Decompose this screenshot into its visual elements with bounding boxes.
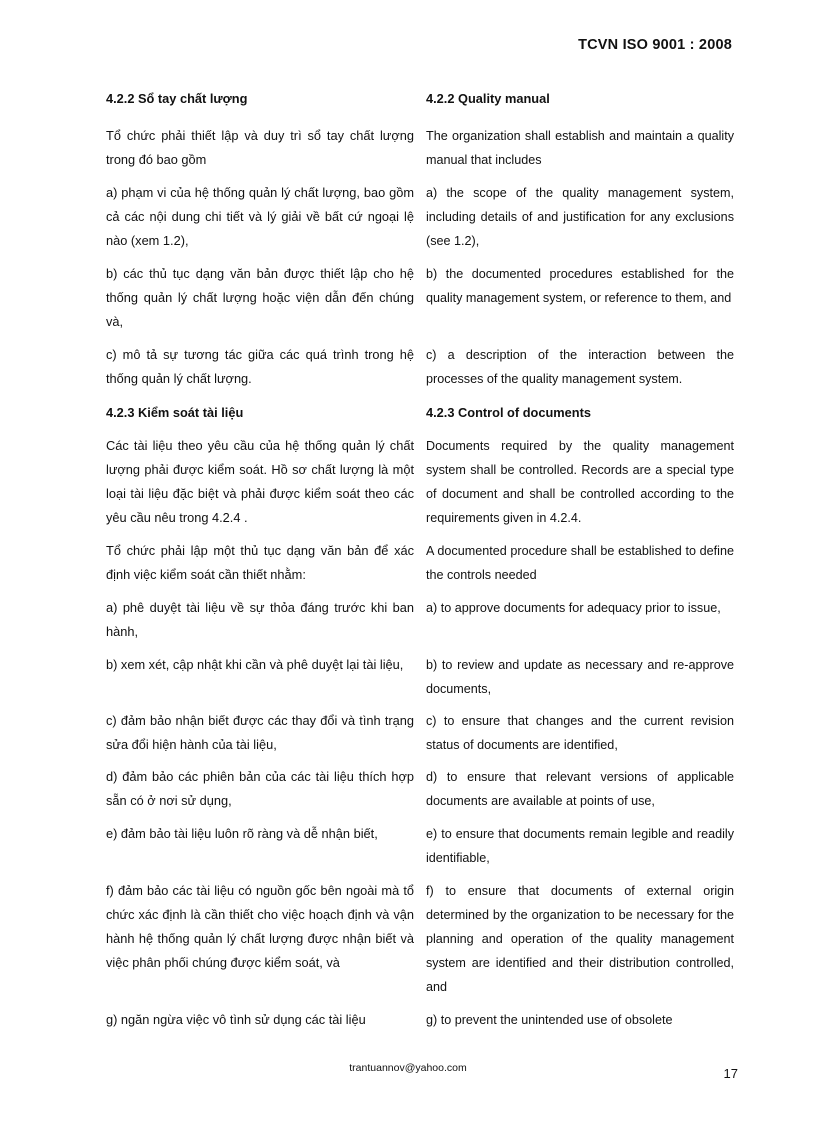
paragraph-row xyxy=(106,765,734,822)
paragraph-row xyxy=(106,434,734,539)
vn-paragraph: e) đảm bảo tài liệu luôn rõ ràng và dễ nhận biết, xyxy=(106,826,378,841)
en-paragraph: a) to approve documents for adequacy prior to issue, xyxy=(426,601,721,615)
vn-paragraph: c) mô tả sự tương tác giữa các quá trình trong hệ thống quản lý chất lượng. xyxy=(106,347,414,386)
paragraph-row xyxy=(106,181,734,262)
footer-email: trantuannov@yahoo.com xyxy=(349,1062,467,1074)
vn-paragraph: c) đảm bảo nhận biết được các thay đổi và tình trạng sửa đổi hiện hành của tài liệu, xyxy=(106,713,414,752)
en-paragraph: The organization shall establish and maintain a quality manual that includes xyxy=(426,129,734,167)
paragraph-row xyxy=(106,539,734,596)
en-section-heading: 4.2.2 Quality manual xyxy=(426,91,550,106)
vn-paragraph: g) ngăn ngừa việc vô tình sử dụng các tài liệu xyxy=(106,1012,366,1027)
en-paragraph: e) to ensure that documents remain legible and readily identifiable, xyxy=(426,827,734,865)
vn-paragraph: Tổ chức phải thiết lập và duy trì sổ tay chất lượng trong đó bao gồm xyxy=(106,128,414,167)
paragraph-row xyxy=(106,653,734,709)
en-paragraph: b) the documented procedures established for the quality management system, or reference to them, and xyxy=(426,267,734,305)
en-paragraph: f) to ensure that documents of external origin determined by the organization to be necessary for the planning and operation of the quality management system are identified and their distribution controlled, and xyxy=(426,884,734,994)
vn-section-heading: 4.2.3 Kiểm soát tài liệu xyxy=(106,405,244,420)
vn-paragraph: d) đảm bảo các phiên bản của các tài liệu thích hợp sẵn có ở nơi sử dụng, xyxy=(106,769,414,808)
en-paragraph: c) a description of the interaction between the processes of the quality management system. xyxy=(426,348,734,386)
paragraph-row xyxy=(106,343,734,401)
section-heading-row xyxy=(106,401,734,434)
en-section-heading: 4.2.3 Control of documents xyxy=(426,405,591,420)
page-number: 17 xyxy=(723,1066,738,1081)
en-paragraph: d) to ensure that relevant versions of applicable documents are available at points of use, xyxy=(426,770,734,808)
paragraph-row xyxy=(106,1008,734,1034)
en-paragraph: a) the scope of the quality management system, including details of and justification for any exclusions (see 1.2), xyxy=(426,186,734,248)
paragraph-row xyxy=(106,879,734,1008)
vn-paragraph: Các tài liệu theo yêu cầu của hệ thống quản lý chất lượng phải được kiểm soát. Hồ sơ chất lượng là một loại tài liệu đặc biệt và phải được kiểm soát theo các yêu cầu nêu trong 4.2.4 . xyxy=(106,438,414,525)
bilingual-content xyxy=(106,87,734,1034)
vn-paragraph: a) phạm vi của hệ thống quản lý chất lượng, bao gồm cả các nội dung chi tiết và lý giải về bất cứ ngoại lệ nào (xem 1.2), xyxy=(106,185,414,248)
vn-paragraph: f) đảm bảo các tài liệu có nguồn gốc bên ngoài mà tổ chức xác định là cần thiết cho việc hoạch định và vận hành hệ thống quản lý chất lượng được nhận biết và việc phân phối chúng được kiểm soát, và xyxy=(106,883,414,970)
paragraph-row xyxy=(106,262,734,343)
paragraph-row xyxy=(106,124,734,181)
paragraph-row xyxy=(106,596,734,653)
section-heading-row xyxy=(106,87,734,124)
vn-paragraph: b) xem xét, cập nhật khi cần và phê duyệt lại tài liệu, xyxy=(106,657,404,672)
vn-paragraph: Tổ chức phải lập một thủ tục dạng văn bản để xác định việc kiểm soát cần thiết nhằm: xyxy=(106,543,414,582)
paragraph-row xyxy=(106,822,734,879)
paragraph-row xyxy=(106,709,734,765)
vn-section-heading: 4.2.2 Sổ tay chất lượng xyxy=(106,91,248,106)
en-paragraph: Documents required by the quality management system shall be controlled. Records are a special type of document and shall be controlled according to the requirements given in 4.2.4. xyxy=(426,439,734,525)
en-paragraph: b) to review and update as necessary and re-approve documents, xyxy=(426,658,734,696)
en-paragraph: A documented procedure shall be established to define the controls needed xyxy=(426,544,734,582)
vn-paragraph: b) các thủ tục dạng văn bản được thiết lập cho hệ thống quản lý chất lượng hoặc viện dẫn đến chúng và, xyxy=(106,266,414,329)
en-paragraph: c) to ensure that changes and the current revision status of documents are identified, xyxy=(426,714,734,752)
vn-paragraph: a) phê duyệt tài liệu về sự thỏa đáng trước khi ban hành, xyxy=(106,600,414,639)
standard-reference-header: TCVN ISO 9001 : 2008 xyxy=(578,37,732,53)
en-paragraph: g) to prevent the unintended use of obsolete xyxy=(426,1013,673,1027)
